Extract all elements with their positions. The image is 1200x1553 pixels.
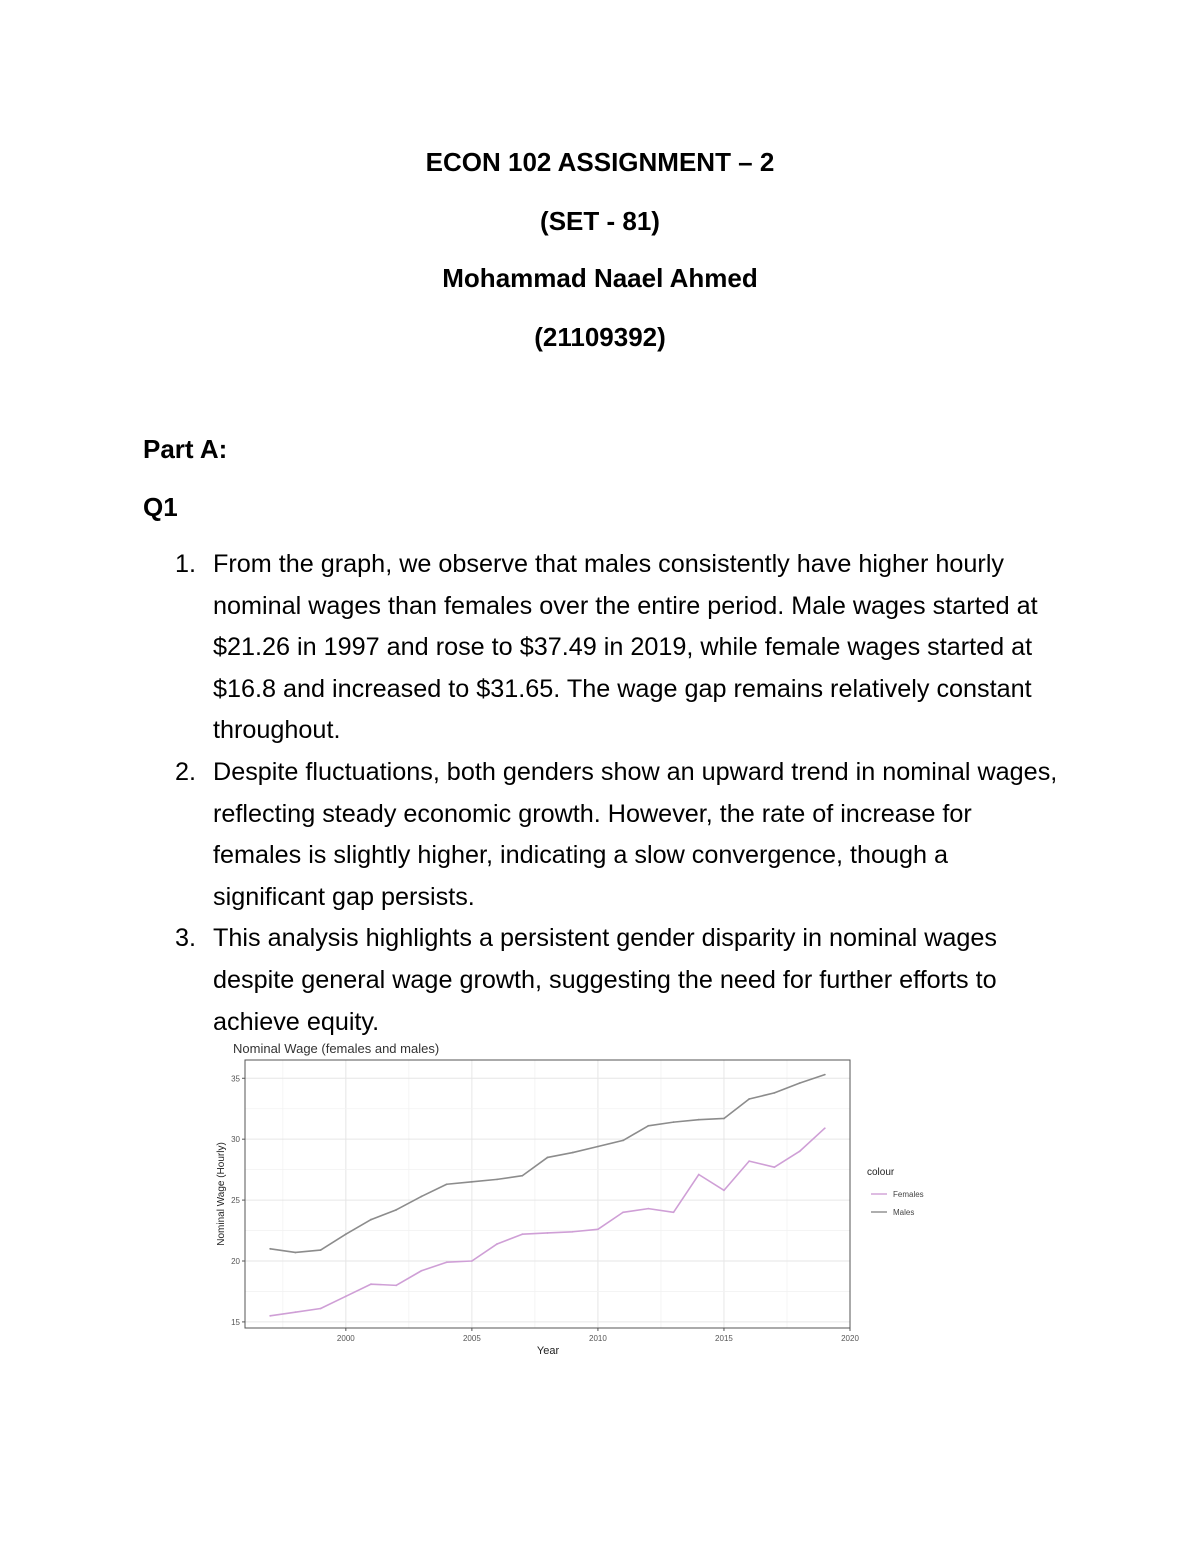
data-point-males — [496, 1178, 498, 1180]
set-label: (SET - 81) — [540, 206, 660, 236]
data-point-females — [723, 1189, 725, 1191]
data-point-males — [370, 1219, 372, 1221]
legend-label: Females — [893, 1190, 924, 1199]
y-tick-label: 15 — [231, 1317, 240, 1327]
data-point-males — [748, 1098, 750, 1100]
data-point-females — [597, 1228, 599, 1230]
x-tick-label: 2020 — [841, 1334, 859, 1343]
question-heading: Q1 — [143, 492, 178, 522]
data-point-females — [698, 1174, 700, 1176]
data-point-males — [647, 1125, 649, 1127]
data-point-females — [572, 1231, 574, 1233]
data-point-females — [748, 1160, 750, 1162]
data-point-females — [773, 1166, 775, 1168]
data-point-females — [622, 1211, 624, 1213]
data-point-males — [421, 1196, 423, 1198]
data-point-females — [421, 1270, 423, 1272]
list-text: From the graph, we observe that males consistently have higher hourly nominal wages than females over the entire period. Male wages started at $21.26 in 1997 and rose to $37.49 in 2019, while female wages started at $16.8 and increased to $31.65. The wage gap remains relatively constant throughout. — [213, 550, 1038, 745]
series-line-females — [270, 1128, 825, 1316]
data-point-females — [295, 1311, 297, 1313]
wage-chart — [205, 1035, 965, 1365]
data-point-males — [572, 1152, 574, 1154]
data-point-females — [446, 1261, 448, 1263]
data-point-males — [698, 1119, 700, 1121]
y-axis-label: Nominal Wage (Hourly) — [216, 1142, 227, 1246]
data-point-females — [471, 1260, 473, 1262]
x-tick-label: 2000 — [336, 1334, 355, 1343]
list-item — [143, 544, 1063, 752]
chart-ticks — [231, 1074, 859, 1343]
chart-panel-border — [245, 1060, 850, 1328]
student-id: (21109392) — [534, 322, 666, 352]
y-tick-label: 20 — [231, 1257, 240, 1266]
data-point-males — [345, 1233, 347, 1235]
chart-legend — [867, 1167, 924, 1217]
data-point-males — [521, 1175, 523, 1177]
data-point-females — [799, 1150, 801, 1152]
chart-grid — [245, 1060, 850, 1328]
list-item — [143, 918, 1063, 1043]
x-tick-label: 2005 — [462, 1334, 481, 1343]
y-tick-label: 30 — [231, 1135, 240, 1145]
data-point-females — [320, 1308, 322, 1310]
x-tick-label: 2015 — [715, 1334, 733, 1343]
list-number: 2. — [175, 757, 197, 786]
data-point-males — [723, 1118, 725, 1120]
data-point-males — [471, 1181, 473, 1183]
data-point-males — [799, 1082, 801, 1084]
answer-list — [143, 544, 1063, 1043]
list-text: This analysis highlights a persistent gender disparity in nominal wages despite general wage growth, suggesting the need for further efforts to achieve equity. — [213, 924, 998, 1036]
y-tick-label: 35 — [231, 1074, 240, 1084]
data-point-females — [824, 1127, 826, 1129]
list-number: 1. — [175, 550, 197, 578]
data-point-females — [395, 1284, 397, 1286]
list-item — [143, 752, 1063, 918]
data-point-females — [547, 1232, 549, 1234]
data-point-females — [370, 1283, 372, 1285]
x-tick-label: 2010 — [589, 1334, 607, 1343]
data-point-males — [547, 1157, 549, 1159]
data-point-males — [622, 1140, 624, 1142]
data-point-females — [673, 1211, 675, 1213]
data-point-females — [269, 1315, 271, 1317]
chart-lines — [269, 1074, 825, 1317]
data-point-males — [395, 1209, 397, 1211]
chart-svg — [205, 1035, 965, 1365]
data-point-males — [597, 1146, 599, 1148]
series-line-males — [270, 1075, 825, 1253]
data-point-females — [647, 1208, 649, 1210]
data-point-males — [269, 1248, 271, 1250]
list-text: Despite fluctuations, both genders show an upward trend in nominal wages, reflecting steady economic growth. However, the rate of increase for females is slightly higher, indicating a slow convergence, though a significant gap persists. — [213, 757, 1058, 911]
assignment-title: ECON 102 ASSIGNMENT – 2 — [425, 147, 775, 177]
data-point-males — [773, 1092, 775, 1094]
legend-title: colour — [867, 1167, 895, 1178]
chart-title: Nominal Wage (females and males) — [233, 1041, 440, 1056]
author-name: Mohammad Naael Ahmed — [442, 263, 758, 293]
data-point-females — [521, 1233, 523, 1235]
data-point-males — [295, 1252, 297, 1254]
legend-label: Males — [893, 1208, 915, 1217]
x-axis-label: Year — [536, 1345, 560, 1357]
data-point-males — [446, 1183, 448, 1185]
list-number: 3. — [175, 924, 197, 953]
data-point-males — [673, 1121, 675, 1123]
data-point-males — [320, 1249, 322, 1251]
data-point-males — [824, 1074, 826, 1076]
part-heading: Part A: — [143, 434, 228, 464]
y-tick-label: 25 — [231, 1196, 240, 1206]
data-point-females — [345, 1295, 347, 1297]
data-point-females — [496, 1243, 498, 1245]
